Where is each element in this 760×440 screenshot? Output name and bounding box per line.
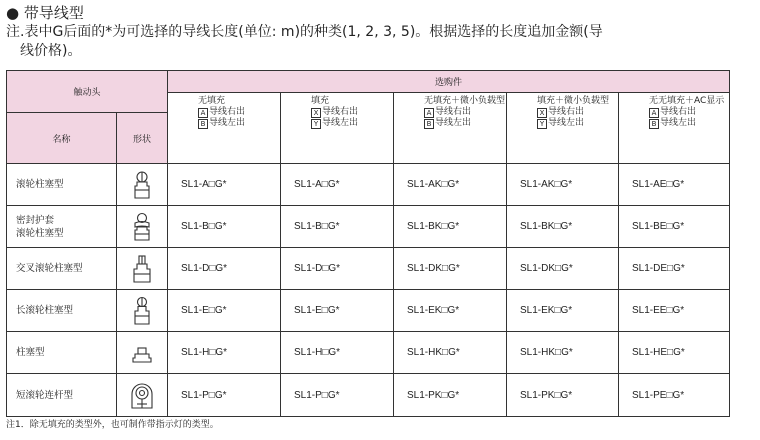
actuator-name-line: 长滚轮柱塞型 xyxy=(16,305,74,316)
table-row xyxy=(7,374,730,417)
lead-direction-option xyxy=(537,118,618,129)
plunger-icon xyxy=(129,338,155,368)
lead-direction-text: 导线右出 xyxy=(209,107,246,117)
footnote: 注1．除无填充的类型外，也可制作带指示灯的类型。 xyxy=(6,420,219,430)
lead-direction-option xyxy=(537,107,618,118)
model-code: SL1-H□G* xyxy=(168,332,281,374)
cross-roller-plunger-icon xyxy=(129,254,155,284)
lead-direction-option xyxy=(198,107,280,118)
actuator-shape xyxy=(117,374,168,417)
model-code: SL1-EE□G* xyxy=(619,290,730,332)
table-row xyxy=(7,164,730,206)
lead-direction-option xyxy=(311,107,393,118)
boxed-letter: A xyxy=(424,108,434,118)
lead-direction-option xyxy=(649,118,729,129)
lead-direction-text: 导线右出 xyxy=(548,107,585,117)
model-code: SL1-AK□G* xyxy=(507,164,619,206)
actuator-shape xyxy=(117,164,168,206)
model-code: SL1-E□G* xyxy=(281,290,394,332)
long-roller-plunger-icon xyxy=(129,296,155,326)
actuator-shape xyxy=(117,290,168,332)
model-code: SL1-HK□G* xyxy=(507,332,619,374)
model-code: SL1-HK□G* xyxy=(394,332,507,374)
model-code: SL1-AE□G* xyxy=(619,164,730,206)
model-code: SL1-PK□G* xyxy=(507,374,619,417)
model-code: SL1-P□G* xyxy=(168,374,281,417)
model-code: SL1-B□G* xyxy=(168,206,281,248)
model-code: SL1-HE□G* xyxy=(619,332,730,374)
model-code: SL1-D□G* xyxy=(168,248,281,290)
option-title: 填充 xyxy=(311,96,330,106)
boxed-letter: Y xyxy=(537,119,547,129)
option-column-header xyxy=(619,93,730,164)
lead-direction-text: 导线右出 xyxy=(322,107,359,117)
option-column-header xyxy=(281,93,394,164)
actuator-name-line: 密封护套 xyxy=(16,214,55,226)
model-code: SL1-DK□G* xyxy=(507,248,619,290)
option-column-header xyxy=(394,93,507,164)
actuator-name xyxy=(7,332,117,374)
model-code: SL1-EK□G* xyxy=(394,290,507,332)
model-code: SL1-E□G* xyxy=(168,290,281,332)
lead-direction-option xyxy=(311,118,393,129)
model-code: SL1-PK□G* xyxy=(394,374,507,417)
note-line-1: 注.表中G后面的*为可选择的导线长度(单位: m)的种类(1, 2, 3, 5)。根据选择的长度追加金额(导 xyxy=(6,24,603,40)
shape-header: 形状 xyxy=(117,113,168,164)
model-code: SL1-B□G* xyxy=(281,206,394,248)
option-title: 无填充 xyxy=(198,96,226,106)
model-code: SL1-A□G* xyxy=(168,164,281,206)
model-code: SL1-EK□G* xyxy=(507,290,619,332)
option-title: 无无填充＋AC显示 xyxy=(649,96,725,106)
table-row xyxy=(7,332,730,374)
boxed-letter: B xyxy=(649,119,659,129)
model-code: SL1-H□G* xyxy=(281,332,394,374)
table-row xyxy=(7,248,730,290)
actuator-name-line: 交叉滚轮柱塞型 xyxy=(16,263,83,274)
table-row xyxy=(7,290,730,332)
actuator-name xyxy=(7,290,117,332)
boxed-letter: Y xyxy=(311,119,321,129)
model-code: SL1-D□G* xyxy=(281,248,394,290)
model-code: SL1-P□G* xyxy=(281,374,394,417)
short-roller-lever-icon xyxy=(129,380,155,410)
actuator-name xyxy=(7,374,117,417)
boxed-letter: B xyxy=(424,119,434,129)
option-column-header xyxy=(507,93,619,164)
model-code: SL1-A□G* xyxy=(281,164,394,206)
option-title: 无填充＋微小负载型 xyxy=(424,96,506,106)
actuator-header: 触动头 xyxy=(7,71,168,113)
model-code: SL1-DE□G* xyxy=(619,248,730,290)
lead-direction-text: 导线左出 xyxy=(209,118,246,128)
spec-table xyxy=(6,70,730,417)
model-code: SL1-BK□G* xyxy=(394,206,507,248)
lead-direction-option xyxy=(424,118,506,129)
model-code: SL1-PE□G* xyxy=(619,374,730,417)
actuator-shape xyxy=(117,248,168,290)
lead-direction-option xyxy=(198,118,280,129)
model-code: SL1-AK□G* xyxy=(394,164,507,206)
options-header: 选购件 xyxy=(168,71,730,93)
lead-direction-option xyxy=(424,107,506,118)
actuator-name-line: 短滚轮连杆型 xyxy=(16,389,74,401)
section-heading: ● 带导线型 xyxy=(6,4,84,22)
model-code: SL1-BK□G* xyxy=(507,206,619,248)
model-code: SL1-BE□G* xyxy=(619,206,730,248)
boxed-letter: X xyxy=(537,108,547,118)
actuator-name xyxy=(7,248,117,290)
lead-direction-text: 导线右出 xyxy=(435,107,472,117)
lead-direction-text: 导线左出 xyxy=(322,118,359,128)
note xyxy=(6,23,746,61)
name-header: 名称 xyxy=(7,113,117,164)
actuator-shape xyxy=(117,206,168,248)
actuator-name xyxy=(7,206,117,248)
table-row xyxy=(7,206,730,248)
actuator-name-line: 滚轮柱塞型 xyxy=(16,227,64,239)
boxed-letter: A xyxy=(198,108,208,118)
actuator-name xyxy=(7,164,117,206)
note-line-2: 线价格)。 xyxy=(20,43,82,59)
model-code: SL1-DK□G* xyxy=(394,248,507,290)
actuator-name-line: 滚轮柱塞型 xyxy=(16,179,64,190)
lead-direction-text: 导线右出 xyxy=(660,107,697,117)
boxed-letter: A xyxy=(649,108,659,118)
actuator-name-line: 柱塞型 xyxy=(16,347,45,358)
lead-direction-text: 导线左出 xyxy=(435,118,472,128)
roller-plunger-icon xyxy=(129,170,155,200)
option-title: 填充＋微小负载型 xyxy=(537,96,610,106)
boxed-letter: X xyxy=(311,108,321,118)
lead-direction-option xyxy=(649,107,729,118)
lead-direction-text: 导线左出 xyxy=(660,118,697,128)
boxed-letter: B xyxy=(198,119,208,129)
lead-direction-text: 导线左出 xyxy=(548,118,585,128)
option-column-header xyxy=(168,93,281,164)
actuator-shape xyxy=(117,332,168,374)
sealed-roller-plunger-icon xyxy=(129,212,155,242)
